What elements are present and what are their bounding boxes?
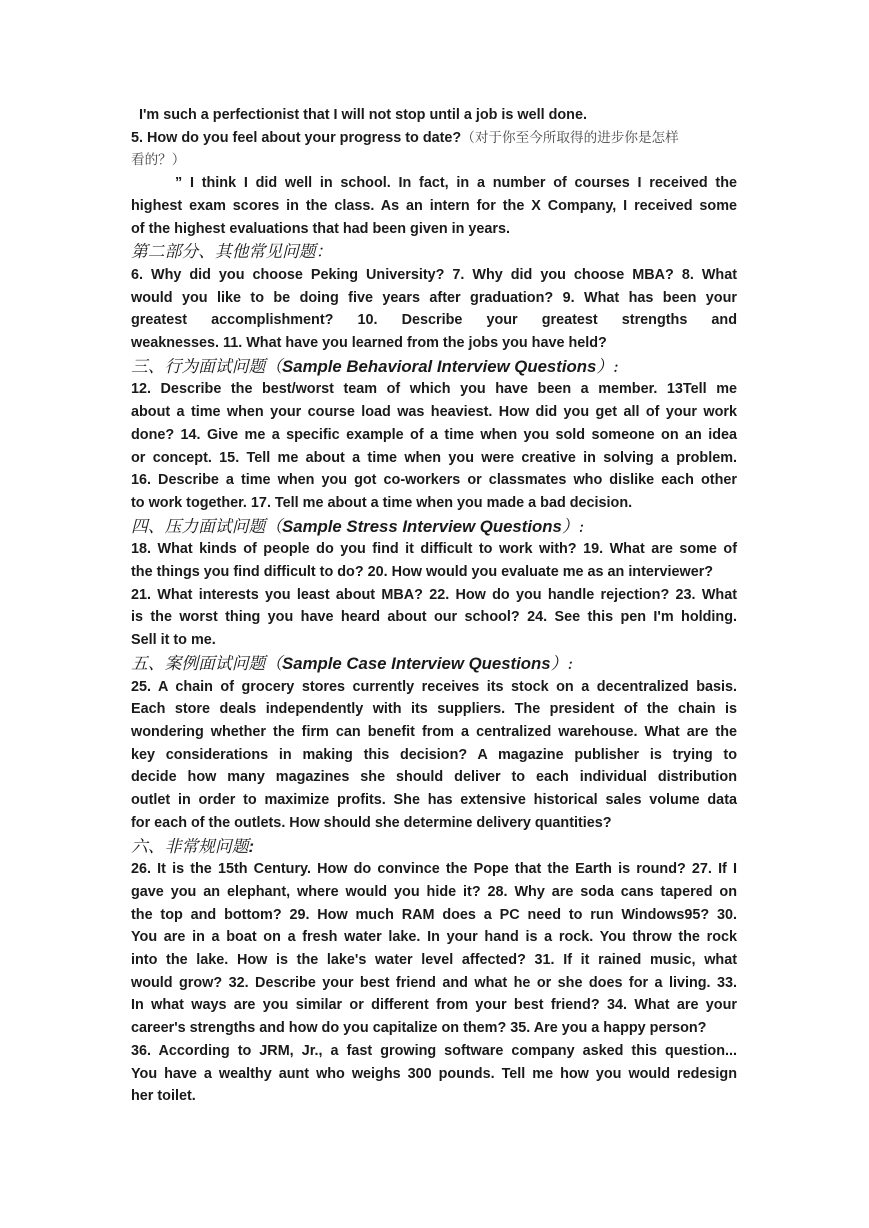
paragraph-line: would grow? 32. Describe your best friend and what he or she does for a living. 33. [131,974,737,991]
heading-end: ）: [550,652,574,673]
heading-cn: 六、非常规问题 [131,835,249,856]
section-heading-behavioral [131,355,737,379]
heading-end: ）: [596,355,619,376]
paragraph-line: about a time when your course load was heaviest. How did you get all of your work [131,404,737,421]
answer-line: ” I think I did well in school. In fact, in a number of courses I received the [175,175,737,192]
paragraph-line: would you like to be doing five years after graduation? 9. What has been your [131,289,737,306]
section-heading-stress [131,515,737,539]
paragraph-line: 26. It is the 15th Century. How do convince the Pope that the Earth is round? 27. If I [131,861,737,878]
heading-cn: 五、案例面试问题（ [131,652,283,673]
question-5-line [131,127,737,150]
paragraph-line: to work together. 17. Tell me about a time when you made a bad decision. [131,494,633,511]
paragraph-line: her toilet. [131,1088,196,1105]
paragraph-line: decide how many magazines she should deliver to each individual distribution [131,769,737,786]
paragraph-line: key considerations in making this decision? A magazine publisher is trying to [131,746,737,763]
intro-line: I'm such a perfectionist that I will not stop until a job is well done. [139,107,587,123]
paragraph-line: the things you find difficult to do? 20. How would you evaluate me as an interviewer? [131,564,714,581]
heading-en: Sample Behavioral Interview Questions [282,356,597,376]
paragraph-line: for each of the outlets. How should she determine delivery quantities? [131,814,612,831]
paragraph-line: 25. A chain of grocery stores currently receives its stock on a decentralized basis. [131,678,737,695]
answer-line: highest exam scores in the class. As an intern for the X Company, I received some [131,197,737,214]
section-heading-case [131,652,737,676]
document-page [131,104,737,1108]
paragraph-line: 12. Describe the best/worst team of which you have been a member. 13Tell me [131,381,737,398]
paragraph-line: 16. Describe a time when you got co-workers or classmates who dislike each other [131,472,737,489]
paragraph-line: You are in a boat on a fresh water lake. In your hand is a rock. You throw the rock [131,929,737,946]
paragraph-line: wondering whether the firm can benefit from a centralized warehouse. What are the [131,723,737,740]
paragraph-line: done? 14. Give me a specific example of a time when you sold someone on an idea [131,426,737,443]
section-heading-other-questions [131,240,737,264]
paragraph-line: 6. Why did you choose Peking University? 7. Why did you choose MBA? 8. What [131,266,737,283]
heading-en: Sample Stress Interview Questions [282,516,562,536]
paragraph-line: gave you an elephant, where would you hide it? 28. Why are soda cans tapered on [131,883,737,900]
paragraph-line: weaknesses. 11. What have you learned from the jobs you have held? [131,335,607,352]
question-5-text: 5. How do you feel about your progress to date? [131,129,462,146]
paragraph-line: Each store deals independently with its suppliers. The president of the chain is [131,701,737,718]
paragraph-line: In what ways are you similar or different from your best friend? 34. What are your [131,997,737,1014]
heading-end: ）: [561,515,585,536]
paragraph-line: or concept. 15. Tell me about a time when you were creative in solving a problem. [131,449,737,466]
question-5-cn-note: （对于你至今所取得的进步你是怎样 [461,129,679,146]
heading-end: : [248,836,255,856]
heading-en: Sample Case Interview Questions [282,653,551,673]
paragraph-line: 18. What kinds of people do you find it difficult to work with? 19. What are some of [131,541,737,558]
paragraph-line: You have a wealthy aunt who weighs 300 pounds. Tell me how you would redesign [131,1065,737,1082]
answer-line: of the highest evaluations that had been given in years. [131,220,511,237]
paragraph-line: is the worst thing you have heard about our school? 24. See this pen I'm holding. [131,609,737,626]
paragraph-line: greatest accomplishment? 10. Describe your greatest strengths and [131,312,737,329]
paragraph-line: career's strengths and how do you capitalize on them? 35. Are you a happy person? [131,1020,707,1037]
paragraph-line: into the lake. How is the lake's water level affected? 31. If it rained music, what [131,952,737,969]
paragraph-line: Sell it to me. [131,632,216,649]
heading-cn: 三、行为面试问题（ [131,355,283,376]
question-5-cn-note-cont: 看的？） [131,152,186,169]
heading-text: 第二部分、其他常见问题： [131,241,333,262]
paragraph-line: 21. What interests you least about MBA? 22. How do you handle rejection? 23. What [131,586,737,603]
paragraph-line: outlet in order to maximize profits. She has extensive historical sales volume data [131,792,737,809]
section-heading-unconventional [131,835,737,859]
heading-cn: 四、压力面试问题（ [131,515,283,536]
paragraph-line: the top and bottom? 29. How much RAM does a PC need to run Windows95? 30. [131,906,737,923]
paragraph-line: 36. According to JRM, Jr., a fast growing software company asked this question... [131,1042,737,1059]
